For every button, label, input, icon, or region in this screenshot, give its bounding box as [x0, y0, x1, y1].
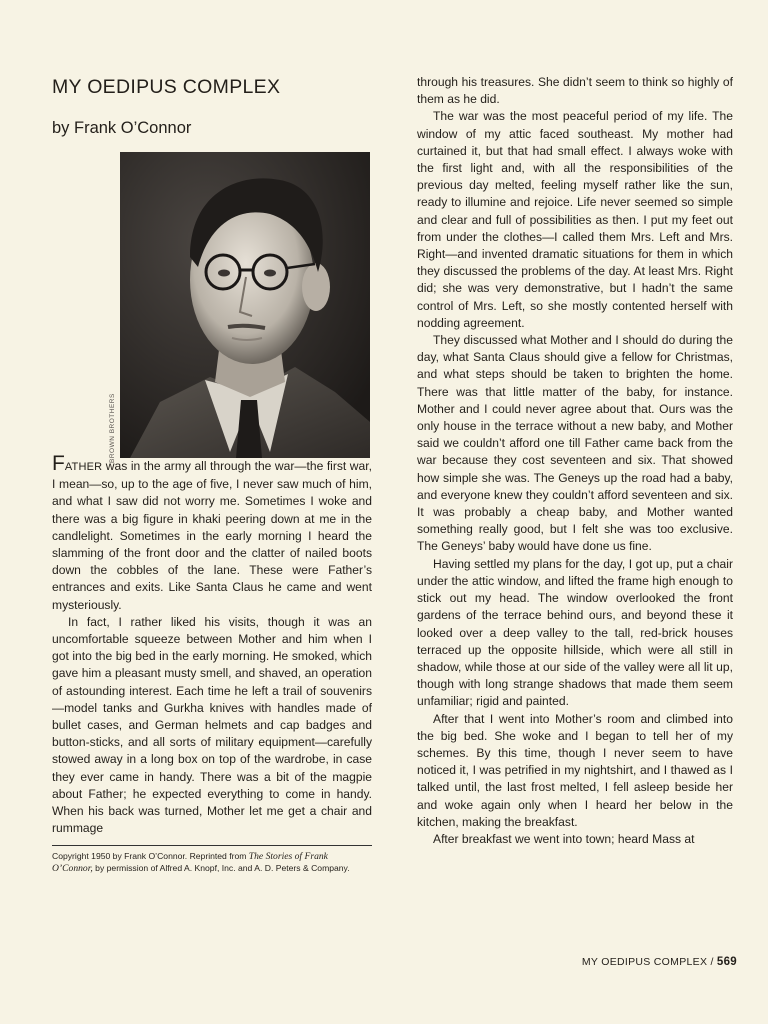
footer-separator: /	[710, 956, 714, 968]
opening-text: was in the army all through the war—the first war, I mean—so, up to the age of five, I never saw much of him, and what I saw did not worry me. Sometimes I woke and there was a big figure in khaki peering down at me in the candlelight. Sometimes in the early morning I heard the slamming of the front door and the clatter of nailed boots down the cobbles of the lane. These were Father’s entrances and exits. Like Santa Claus he came and went mysteriously.	[52, 459, 372, 612]
author-portrait	[120, 152, 370, 458]
copyright-prefix: Copyright 1950 by Frank O’Connor. Reprinted from	[52, 851, 249, 862]
body-paragraph: through his treasures. She didn’t seem to think so highly of them as he did.	[417, 75, 733, 107]
page-footer	[582, 956, 737, 968]
body-paragraph: They discussed what Mother and I should do during the day, what Santa Claus should give a fellow for Christmas, and what steps should be taken to brighten the home. There was that little matter of the baby, for instance. Mother and I could never agree about that. Ours was the only house in the terrace without a new baby, and Mother said we couldn’t afford one till Father came back from the war because they cost seventeen and six. That showed how simple she was. The Geneys up the road had a baby, and everyone knew they couldn’t afford seventeen and six. It was probably a cheap baby, and Mother wanted something really good, but I felt she was too exclusive. The Geneys’ baby would have done us fine.	[417, 333, 733, 554]
running-title: MY OEDIPUS COMPLEX	[581, 956, 708, 968]
story-title: MY OEDIPUS COMPLEX	[52, 76, 281, 98]
right-column	[417, 74, 733, 848]
copyright-note	[52, 851, 370, 874]
body-paragraph: After that I went into Mother’s room and climbed into the big bed. She woke and I began to tell her of my schemes. By this time, though I never seem to have noticed it, I was petrified in my nightshirt, and I thawed as I talked until, the last frost melted, I fell asleep beside her and woke again only when I heard her below in the kitchen, making the breakfast.	[417, 711, 733, 829]
photo-credit: BROWN BROTHERS	[109, 393, 116, 463]
body-paragraph: After breakfast we went into town; heard Mass at	[433, 831, 695, 846]
body-paragraph: Having settled my plans for the day, I got up, put a chair under the attic window, and lifted the frame high enough to stick out my head. The window overlooked the front gardens of the terrace behind ours, and beyond these it looked over a deep valley to the tall, red-brick houses terraced up the opposite hillside, which were all still in shadow, while those at our side of the valley were all lit up, though with long strange shadows that made them seem unfamiliar; rigid and painted.	[417, 556, 733, 709]
drop-cap: F	[52, 452, 65, 475]
copyright-book-title: The Stories of Frank O’Connor,	[52, 851, 328, 874]
left-column	[52, 76, 372, 874]
body-paragraph: The war was the most peaceful period of my life. The window of my attic faced southeast. My mother had curtained it, but that had small effect. I always woke with the first light and, with all the responsibilities of the previous day melted, feeling myself rather like the sun, ready to illumine and rejoice. Life never seemed so simple and clear and full of possibilities as then. I put my feet out from under the clothes—I called them Mrs. Left and Mrs. Right—and invented dramatic situations for them in which they discussed the problems of the day. At least Mrs. Right did; she was very demonstrative, but I hadn’t the same control of Mrs. Left, so she mostly contented herself with nodding agreement.	[417, 109, 733, 330]
page-number: 569	[716, 956, 737, 968]
opening-smallcaps: ATHER	[64, 461, 103, 473]
footnote-rule	[52, 845, 372, 846]
copyright-suffix: by permission of Alfred A. Knopf, Inc. and A. D. Peters & Company.	[92, 862, 350, 873]
body-paragraph: In fact, I rather liked his visits, though it was an uncomfortable squeeze between Mother and him when I got into the big bed in the early morning. He smoked, which gave him a pleasant musty smell, and shaved, an operation of astounding interest. Each time he left a trail of souvenirs—model tanks and Gurkha knives with handles made of bullet cases, and German helmets and cap badges and button-sticks, and all sorts of military equipment—carefully stowed away in a long box on top of the wardrobe, in case they ever came in handy. There was a bit of the magpie about Father; he expected everything to come in handy. When his back was turned, Mother let me get a chair and rummage	[52, 614, 372, 836]
left-body-text	[52, 452, 372, 837]
author-byline: by Frank O’Connor	[52, 119, 192, 137]
opening-paragraph	[52, 452, 372, 614]
portrait-illustration	[120, 152, 370, 458]
